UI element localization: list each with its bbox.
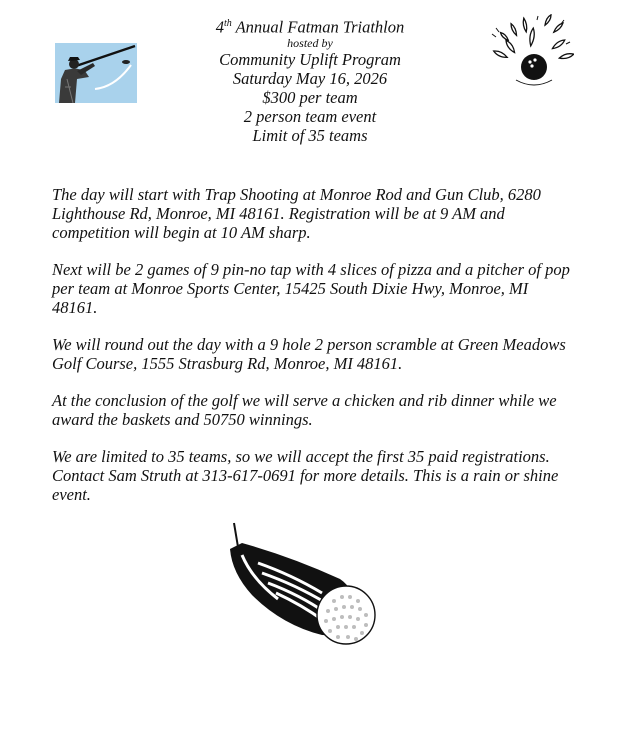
- event-date: Saturday May 16, 2026: [232, 68, 388, 88]
- trap-shooter-icon: [55, 43, 137, 103]
- event-description: [52, 185, 577, 522]
- event-title: 4th Annual Fatman Triathlon: [215, 17, 405, 37]
- bowling-strike-icon: [488, 14, 574, 88]
- organizer-name: Community Uplift Program: [219, 49, 401, 69]
- team-limit: Limit of 35 teams: [252, 125, 368, 145]
- event-format: 2 person team event: [243, 106, 377, 126]
- event-header: [140, 14, 480, 145]
- paragraph-trap-shooting: The day will start with Trap Shooting at Monroe Rod and Gun Club, 6280 Lighthouse Rd, Monroe, MI 48161. Registration will be at 9 AM and competition will begin at 10 AM sharp.: [52, 185, 541, 242]
- golf-club-ball-icon: [222, 521, 384, 649]
- paragraph-bowling: Next will be 2 games of 9 pin-no tap with 4 slices of pizza and a pitcher of pop per team at Monroe Sports Center, 15425 South Dixie Hwy, Monroe, MI 48161.: [52, 260, 570, 317]
- hosted-by-label: hosted by: [287, 35, 333, 50]
- paragraph-golf: We will round out the day with a 9 hole 2 person scramble at Green Meadows Golf Course, 1555 Strasburg Rd, Monroe, MI 48161.: [52, 335, 566, 373]
- paragraph-registration: We are limited to 35 teams, so we will accept the first 35 paid registrations. Contact Sam Struth at 313-617-0691 for more details. This is a rain or shine event.: [52, 447, 559, 504]
- paragraph-dinner: At the conclusion of the golf we will serve a chicken and rib dinner while we award the baskets and 50750 winnings.: [52, 391, 557, 429]
- event-price: $300 per team: [262, 87, 358, 107]
